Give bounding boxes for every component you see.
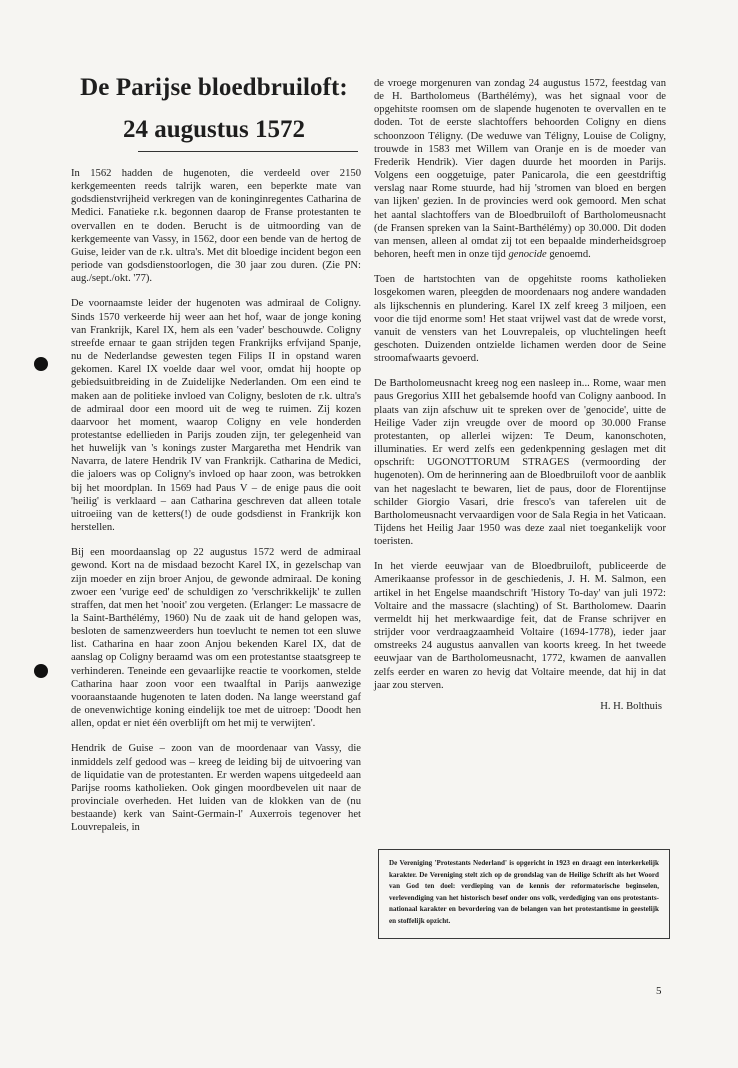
paragraph (374, 77, 666, 261)
paragraph: In het vierde eeuwjaar van de Bloedbruiloft, publiceerde de Amerikaanse professor in de geschiedenis, J. H. M. Salmon, een artikel in het Engelse maandschrift 'History To-day' van juli 1972: Voltaire and the massacre (slachting) of St. Bartholomew. Daarin vermeldt hij het merkwaardige feit, dat de Franse schrijver en strijder voor verdraagzaamheid Voltaire (1694-1778), ieder jaar omstreeks 24 augustus aanvallen van koorts kreeg. In het tweede eeuwjaar van de Bartholomeusnacht, 1772, kwamen de aanvallen zelfs eerder en waren zo hevig dat Voltaire meende, dat hij in dat jaar zou sterven. (374, 561, 666, 691)
author-signature: H. H. Bolthuis (600, 700, 662, 712)
left-column (71, 167, 361, 847)
title-line-2: 24 augustus 1572 (123, 116, 305, 143)
page-number: 5 (656, 985, 662, 997)
paragraph: Bij een moordaanslag op 22 augustus 1572 werd de admiraal gewond. Kort na de misdaad bezocht Karel IX, in gezelschap van zijn moeder en zijn broer Anjou, de gewonde admiraal. De koning zwoer een 'vurige eed' de schuldigen zo 'verschrikkelijk' te zullen straffen, dat men het 'nooit' zou vergeten. (Erlanger: Le massacre de la Saint-Barthélémy, 1960) Nu de zaak uit de hand gelopen was, besloten de samenzweerders hun toevlucht te nemen tot een sluwe list. Catharina en haar zoon Anjou bekenden Karel IX, dat de aanslag op Coligny beraamd was om een protestantse staatsgreep te verhinderen. Teneinde een gevaarlijke reactie te voorkomen, stelde Catharina haar zoon voor een twaalftal in Parijs aanwezige vooraanstaande hugenoten te laten doden. Na lange weerstand gaf de onevenwichtige koning eindelijk toe met de uitroep: 'Doodt hen allen, opdat er niet één overblijft om het mij te verwijten'. (71, 547, 361, 730)
paragraph-text: de vroege morgenuren van zondag 24 augustus 1572, feestdag van de H. Bartholomeus (Barthélémy), was het signaal voor de opgehitste roomsen om de slapende hugenoten te overvallen en te doden. Tot de eerste slachtoffers behoorden Coligny en diens schoonzoon Téligny. (De weduwe van Téligny, Louise de Coligny, trouwde in 1583 met Willem van Oranje en is de moeder van Frederik Hendrik). Vier dagen duurde het moorden in Parijs. Volgens een ooggetuige, pater Panicarola, die een geestdriftig verslag naar Rome stuurde, had hij 'stromen van bloed en bergen van lijken' gezien. In de provincies werd ook gemoord. Men schat het aantal slachtoffers van de Bloedbruiloft of Bartholomeusnacht (de Fransen spreken van la Saint-Barthélémy) op 30.000. Dit doden van mensen, alleen al omdat zij tot een bepaalde minderheidsgroep behoren, heeft men in onze tijd (374, 78, 666, 261)
paragraph: Toen de hartstochten van de opgehitste rooms katholieken losgekomen waren, pleegden de moordenaars nog andere wandaden als lijkschennis en plundering. Karel IX zelf kreeg 3 miljoen, een voor die tijd enorme som! Het staat vrijwel vast dat de wrede vorst, vanuit de vensters van het Louvrepaleis, op vluchtelingen heeft geschoten. Duizenden ontzielde lichamen werden door de Seine stroomafwaarts gevoerd. (374, 274, 666, 365)
emphasis-genocide: genocide (508, 249, 547, 261)
paragraph-end: genoemd. (546, 249, 591, 261)
paragraph: De voornaamste leider der hugenoten was admiraal de Coligny. Sinds 1570 verkeerde hij weer aan het hof, waar de jonge koning van Frankrijk, Karel IX, hem als een 'vader' beschouwde. Coligny streefde ernaar te gaan strijden tegen Frankrijks erfvijand Spanje, nu de Nederlandse gewesten tegen Filips II in opstand waren gekomen. Karel IX voelde daar wel voor, omdat hij hoopte op gebiedsuitbreiding in de Zuidelijke Nederlanden. Om een eind te maken aan de politieke invloed van Coligny, besloten de r.k. ultra's de admiraal door een moord uit de weg te ruimen. Zij kozen daarvoor het moment, waarop Coligny en vele honderden protestantse edellieden in Parijs zouden zijn, ter gelegenheid van het huwelijk van 's konings zuster Margaretha met Hendrik van Navarra, de latere Hendrik IV van Frankrijk. Catharina de Medici, die jaloers was op Coligny's invloed op haar zoon, was betrokken bij het moordplan. In 1569 had Paus V – de enige paus die ooit 'heilig' is verklaard – aan Catharina geschreven dat alleen totale uitroeiing van de ketters(!) de oude godsdienst in Frankrijk kon herstellen. (71, 298, 361, 534)
paragraph: De Bartholomeusnacht kreeg nog een nasleep in... Rome, waar men paus Gregorius XIII het gebalsemde hoofd van Coligny aanbood. In plaats van zijn afschuw uit te spreken over de 'genocide', uitte de Heilige Vader zijn vreugde over de moord op 30.000 Franse protestanten, op allerlei wijzen: Te Deum, kanonschoten, illuminaties. Er werd zelfs een gedenkpenning geslagen met dit opschrift: UGONOTTORUM STRAGES (vermoording der hugenoten). Om de herinnering aan de Bloedbruiloft voor de aanblik van het nageslacht te bewaren, liet de paus, door de Florentijnse schilder Giorgio Vasari, drie fresco's van taferelen uit de Bartholomeusnacht vervaardigen voor de Sala Regia in het Vaticaan. Tijdens het Heilig Jaar 1950 was deze zaal niet toegankelijk voor toeristen. (374, 378, 666, 548)
punch-hole (34, 664, 48, 678)
article-title (70, 73, 358, 152)
title-line-1: De Parijse bloedbruiloft: (80, 74, 348, 101)
punch-hole (34, 357, 48, 371)
association-notice-box: De Vereniging 'Protestants Nederland' is opgericht in 1923 en draagt een interkerkelijk karakter. De Vereniging stelt zich op de grondslag van de Heilige Schrift als het Woord van God ten doel: verdieping van de kennis der reformatorische beginselen, verlevendiging van het historisch besef onder ons volk, verdediging van ons protestants-nationaal karakter en bevordering van de belangen van het protestantisme in geestelijk en stoffelijk opzicht. (378, 849, 670, 939)
title-underline (138, 151, 358, 152)
paragraph: In 1562 hadden de hugenoten, die verdeeld over 2150 kerkgemeenten reeds talrijk waren, een beperkte mate van godsdienstvrijheid verkregen van de koninginregentes Catharina de Medici. Fanatieke r.k. begonnen daarop de Franse protestanten te overvallen en te doden. Berucht is de uitmoording van de kerkgemeente van Vassy, in 1562, door een bende van de hertog de Guise, leider van de r.k. ultra's. Met dit bloedige incident begon een periode van godsdienstoorlogen, die 30 jaar zou duren. (Zie PN: aug./sept./okt. '77). (71, 168, 361, 285)
paragraph: Hendrik de Guise – zoon van de moordenaar van Vassy, die inmiddels zelf gedood was – kreeg de leiding bij de uitvoering van de liquidatie van de protestanten. Er werden wapens uitgedeeld aan Parijse rooms katholieken. Ook gingen moordbevelen uit naar de provinciale overheden. Het luiden van de klokken van de (nu bestaande) kerk van Saint-Germain-l' Auxerrois tegenover het Louvrepaleis, in (71, 743, 361, 834)
right-column (374, 77, 666, 713)
